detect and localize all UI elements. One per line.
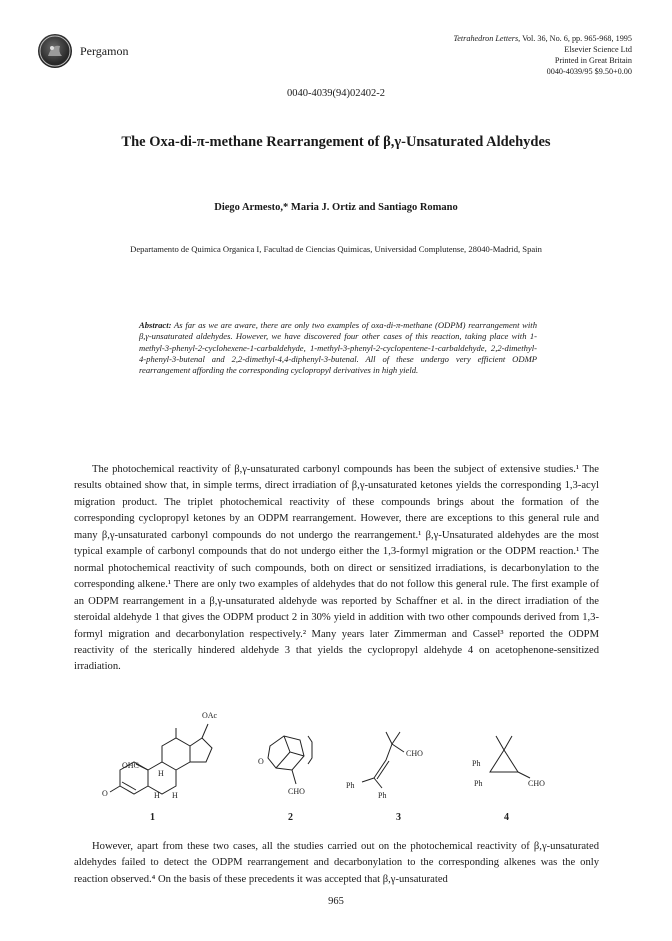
abstract-text: As far as we are aware, there are only two examples of oxa-di-π-methane (ODPM) rearrangement with β,γ-unsaturated aldehydes. However, we have discovered four other cases of this reaction, taking place with 1-methyl-3-phenyl-2-cyclohexene-1-carbaldehyde, 1-methyl-3-phenyl-2-cyclopentene-1-carbaldehyde, 2,2-dimethyl-4-phenyl-3-butenal and 2,2-dimethyl-4,4-diphenyl-3-butenal. All of these undergo very efficient ODMP rearrangement affording the corresponding cyclopropyl derivatives in high yield. <box>139 320 537 376</box>
s2-oxygen: O <box>258 757 264 766</box>
body-paragraph-1: The photochemical reactivity of β,γ-unsaturated carbonyl compounds has been the subject of extensive studies.¹ The results obtained show that, in simple terms, direct irradiation of β,γ-unsaturated ketones yields the corresponding 1,3-acyl migration product. The triplet photochemical reactivity of these compounds brings about the formation of the corresponding cyclopropyl ketones by an ODPM rearrangement. However, there are exceptions to this general rule and many β,γ-unsaturated carbonyl compounds do not undergo the rearrangement.¹ β,γ-Unsaturated aldehydes are the most typical example of carbonyl compounds that do not undergo either the 1,3-formyl migration or the ODPM reaction.¹ The normal photochemical reactivity of such compounds, both on direct or sensitized irradiations, is decarbonylation to the corresponding alkene.¹ There are only two examples of aldehydes that do not follow this general rule. The first example of an ODPM rearrangement in a β,γ-unsaturated aldehyde was reported by Schaffner et al. in the direct irradiation of the steroidal aldehyde 1 that gives the ODPM product 2 in 30% yield in addition with two other compounds derived from 1,3-formyl migration and decarbonylation respectively.² Many years later Zimmerman and Cassel³ reported the ODPM reactivity of the sterically hindered aldehyde 3 that yields the cyclopropyl aldehyde 4 on acetophenone-sensitized irradiation. <box>74 464 599 673</box>
article-authors: Diego Armesto,* Maria J. Ortiz and Santiago Romano <box>214 202 458 213</box>
structure-1 <box>102 711 218 823</box>
s1-h2: H <box>154 791 160 800</box>
journal-header <box>453 33 632 77</box>
s1-oac: OAc <box>202 711 218 720</box>
article-title: The Oxa-di-π-methane Rearrangement of β,γ-Unsaturated Aldehydes <box>121 134 551 150</box>
s1-h3: H <box>172 791 178 800</box>
printed-line: Printed in Great Britain <box>554 56 632 65</box>
journal-citation <box>453 33 632 44</box>
structure-2 <box>258 736 312 823</box>
s1-h1: H <box>158 769 164 778</box>
s4-ph-2: Ph <box>474 779 483 788</box>
s3-ph-2: Ph <box>378 791 387 800</box>
structure-3 <box>346 732 423 823</box>
s4-ph-1: Ph <box>472 759 481 768</box>
s4-cho: CHO <box>528 779 545 788</box>
doi-code: 0040-4039(94)02402-2 <box>287 88 385 99</box>
s3-ph-1: Ph <box>346 781 355 790</box>
chemical-structures-figure <box>100 692 580 832</box>
publisher-line: Elsevier Science Ltd <box>564 45 632 54</box>
publisher-logo <box>38 34 72 68</box>
citation-details: , Vol. 36, No. 6, pp. 965-968, 1995 <box>518 34 632 43</box>
publisher-name: Pergamon <box>80 44 129 58</box>
s3-number: 3 <box>396 812 401 823</box>
journal-name: Tetrahedron Letters <box>453 34 519 43</box>
s2-cho: CHO <box>288 787 305 796</box>
abstract-label: Abstract: <box>139 320 172 330</box>
s4-number: 4 <box>504 812 509 823</box>
s2-number: 2 <box>288 812 293 823</box>
body-paragraph-2: However, apart from these two cases, all the studies carried out on the photochemical reactivity of β,γ-unsaturated aldehydes failed to detect the ODPM rearrangement and decarbonylation to the corresponding alkenes was the only reaction observed.⁴ On the basis of these precedents it was accepted that β,γ-unsaturated <box>74 841 599 885</box>
issn-price: 0040-4039/95 $9.50+0.00 <box>546 67 632 76</box>
s3-cho: CHO <box>406 749 423 758</box>
structure-4 <box>472 736 545 823</box>
abstract <box>139 320 537 376</box>
s1-ohc: OHC <box>122 761 139 770</box>
article-affiliation: Departamento de Quimica Organica I, Facultad de Ciencias Quimicas, Universidad Complutense, 28040-Madrid, Spain <box>130 244 542 254</box>
page-number: 965 <box>328 896 344 907</box>
s1-oxygen: O <box>102 789 108 798</box>
s1-number: 1 <box>150 812 155 823</box>
pergamon-seal-icon <box>38 34 72 68</box>
